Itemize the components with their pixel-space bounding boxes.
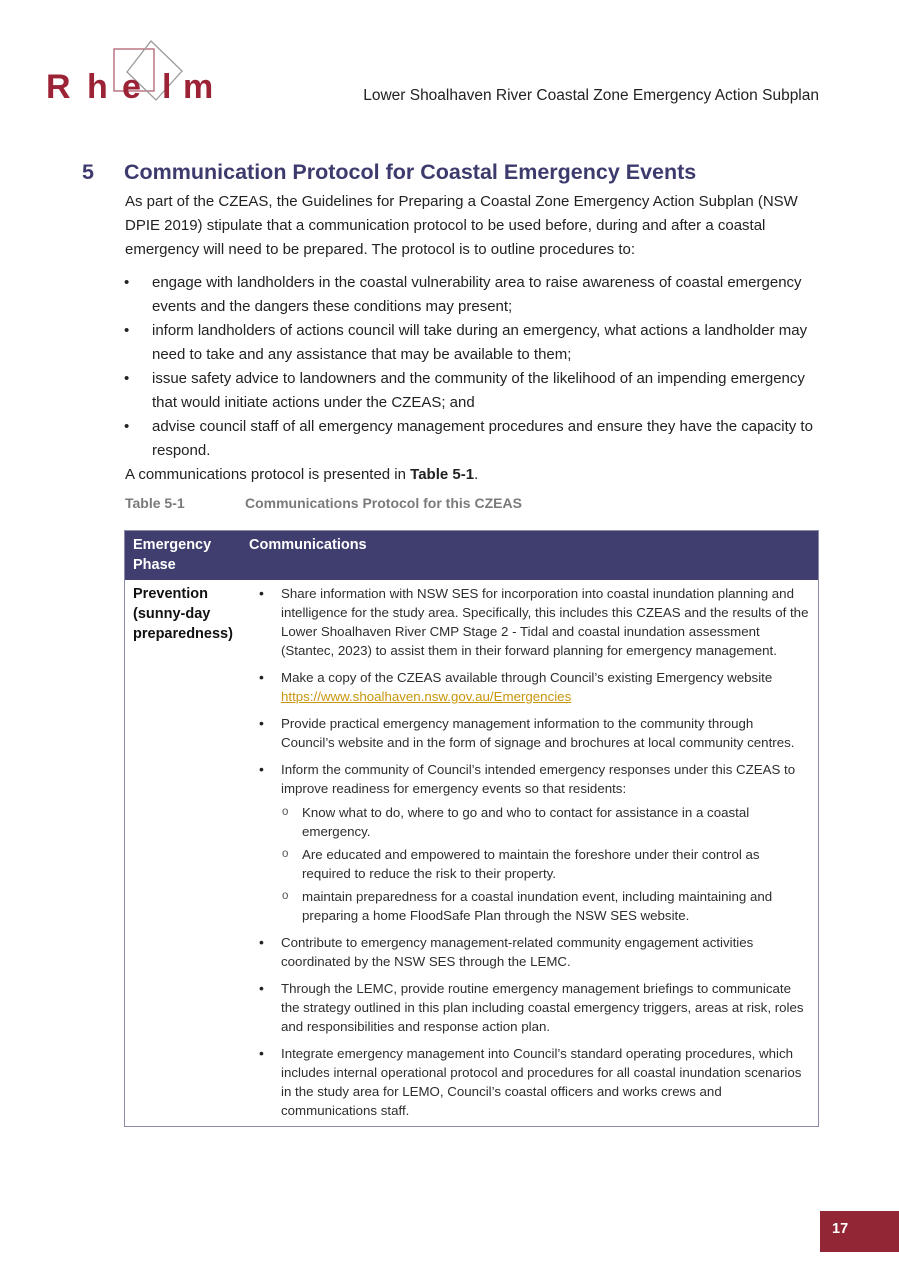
list-item: • inform landholders of actions council will take during an emergency, what actions a landholder may need to take and any assistance that may be available to them; [125,319,819,367]
sub-list-item: o Know what to do, where to go and who to contact for assistance in a coastal emergency. [281,803,810,841]
sub-list-item: o maintain preparedness for a coastal inundation event, including maintaining and preparing a home FloodSafe Plan through the NSW SES website. [281,887,810,925]
table-ref-suffix: . [474,466,479,483]
page-number-badge: 17 [820,1211,899,1252]
logo-letter-e: e [122,68,141,104]
section-number: 5 [82,160,94,184]
list-item: • Contribute to emergency management-related community engagement activities coordinated by the NSW SES through the LEMC. [249,933,810,971]
list-item: • advise council staff of all emergency management procedures and ensure they have the capacity to respond. [125,415,819,463]
list-item: • engage with landholders in the coastal vulnerability area to raise awareness of coastal emergency events and the dangers these conditions may present; [125,271,819,319]
sub-list-item: o Are educated and empowered to maintain the foreshore under their control as required to reduce the risk to their property. [281,845,810,883]
running-header-title: Lower Shoalhaven River Coastal Zone Emergency Action Subplan [363,87,819,104]
list-item: • Integrate emergency management into Council’s standard operating procedures, which includes internal operational protocol and procedures for all coastal inundation scenarios in the study area for LEMO, Council’s coastal officers and works crews and communications staff. [249,1044,810,1120]
table-ref-prefix: A communications protocol is presented in [125,466,411,483]
rhelm-logo [44,40,224,104]
logo-letter-l: l [162,68,172,104]
communications-cell [241,580,819,1127]
table-caption [125,495,819,511]
column-header-phase: Emergency Phase [125,531,242,581]
logo-letter-h: h [87,68,108,104]
table-caption-number: Table 5-1 [125,495,185,511]
section-heading [82,160,696,185]
section-body [125,190,819,1127]
procedure-list [125,271,819,463]
list-item: • Share information with NSW SES for incorporation into coastal inundation planning and intelligence for the study area. Specifically, this includes this CZEAS and the results of the Lower Shoalhaven River CMP Stage 2 - Tidal and coastal inundation assessment (Stantec, 2023) to assist them in their forward planning for emergency management. [249,584,810,660]
intro-paragraph: As part of the CZEAS, the Guidelines for Preparing a Coastal Zone Emergency Action Subplan (NSW DPIE 2019) stipulate that a communication protocol to be used before, during and after a coastal emergency will need to be prepared. The protocol is to outline procedures to: [125,193,798,258]
list-item: • Provide practical emergency management information to the community through Council’s website and in the form of signage and brochures at local community centres. [249,714,810,752]
list-item: • issue safety advice to landowners and the community of the likelihood of an impending emergency that would initiate actions under the CZEAS; and [125,367,819,415]
table-ref-link-text: Table 5-1 [410,466,475,483]
table-header-row [125,531,819,581]
list-item-text: Make a copy of the CZEAS available through Council’s existing Emergency website [281,670,773,685]
list-item [249,760,810,925]
communications-protocol-table [124,530,819,1127]
table-reference-paragraph [125,463,819,487]
logo-letter-r: R [46,68,71,104]
list-item-text: Inform the community of Council’s intended emergency responses under this CZEAS to improve readiness for emergency events so that residents: [281,762,796,796]
sub-list [281,803,810,925]
table-caption-title: Communications Protocol for this CZEAS [245,495,522,511]
section-title: Communication Protocol for Coastal Emergency Events [124,160,697,184]
list-item: • Through the LEMC, provide routine emergency management briefings to communicate the strategy outlined in this plan including coastal emergency triggers, areas at risk, roles and responsibilities and response action plan. [249,979,810,1036]
emergencies-website-link[interactable]: https://www.shoalhaven.nsw.gov.au/Emergencies [281,689,572,704]
list-item [249,668,810,706]
column-header-communications: Communications [241,531,819,581]
communications-list [249,584,810,1120]
table-row [125,580,819,1127]
logo-letter-m: m [183,68,214,104]
phase-cell: Prevention (sunny-day preparedness) [133,586,233,642]
